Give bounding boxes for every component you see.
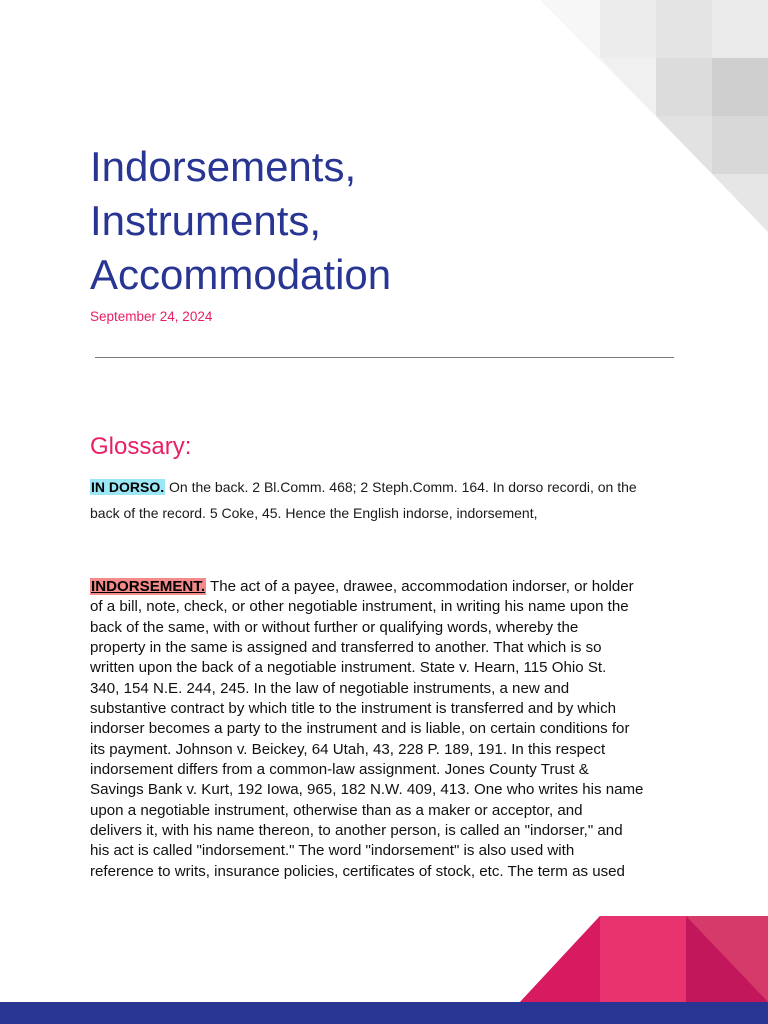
definition-line-12: upon a negotiable instrument, otherwise than as a maker or acceptor, and	[90, 801, 583, 819]
title-line-3: Accommodation	[90, 251, 392, 298]
title-divider	[95, 357, 674, 358]
glossary-heading: Glossary:	[90, 433, 192, 460]
definition-line-11: Savings Bank v. Kurt, 192 Iowa, 965, 182 N.W. 409, 413. One who writes his name	[90, 781, 644, 799]
definition-line-4: property in the same is assigned and transferred to another. That which is so	[90, 639, 602, 657]
glossary-entry-in-dorso	[90, 474, 680, 526]
definition-line-9: its payment. Johnson v. Beickey, 64 Utah, 43, 228 P. 189, 191. In this respect	[90, 740, 606, 758]
definition-line-7: substantive contract by which title to the instrument is transferred and by which	[90, 700, 617, 718]
definition-line-14: his act is called "indorsement." The word "indorsement" is also used with	[90, 842, 575, 860]
glossary-entry-indorsement	[90, 577, 684, 882]
document-date: September 24, 2024	[90, 309, 213, 324]
title-line-2: Instruments,	[90, 197, 322, 244]
definition-line-15: reference to writs, insurance policies, certificates of stock, etc. The term as used	[90, 862, 625, 880]
definition-line-1: On the back. 2 Bl.Comm. 468; 2 Steph.Comm. 164. In dorso recordi, on the	[169, 479, 637, 495]
footer-bar	[0, 1002, 768, 1024]
definition-line-13: delivers it, with his name thereon, to another person, is called an "indorser," and	[90, 822, 623, 840]
definition-line-3: back of the same, with or without further or qualifying words, whereby the	[90, 618, 579, 636]
definition-line-10: indorsement differs from a common-law assignment. Jones County Trust &	[90, 761, 589, 779]
glossary-term-in-dorso: IN DORSO.	[91, 479, 165, 495]
definition-line-1	[90, 577, 684, 597]
definition-line-8: indorser becomes a party to the instrument and is liable, on certain conditions for	[90, 720, 630, 738]
definition-line-2: back of the record. 5 Coke, 45. Hence the English indorse, indorsement,	[90, 505, 538, 521]
definition-line-1-text: The act of a payee, drawee, accommodation indorser, or holder	[209, 578, 634, 595]
title-line-1: Indorsements,	[90, 143, 357, 190]
footer-decoration	[0, 900, 768, 1024]
definition-line-2: of a bill, note, check, or other negotiable instrument, in writing his name upon the	[90, 598, 629, 616]
glossary-term-indorsement: INDORSEMENT.	[91, 578, 206, 595]
document-title	[90, 140, 610, 302]
definition-line-5: written upon the back of a negotiable instrument. State v. Hearn, 115 Ohio St.	[90, 659, 607, 677]
definition-line-6: 340, 154 N.E. 244, 245. In the law of negotiable instruments, a new and	[90, 679, 570, 697]
